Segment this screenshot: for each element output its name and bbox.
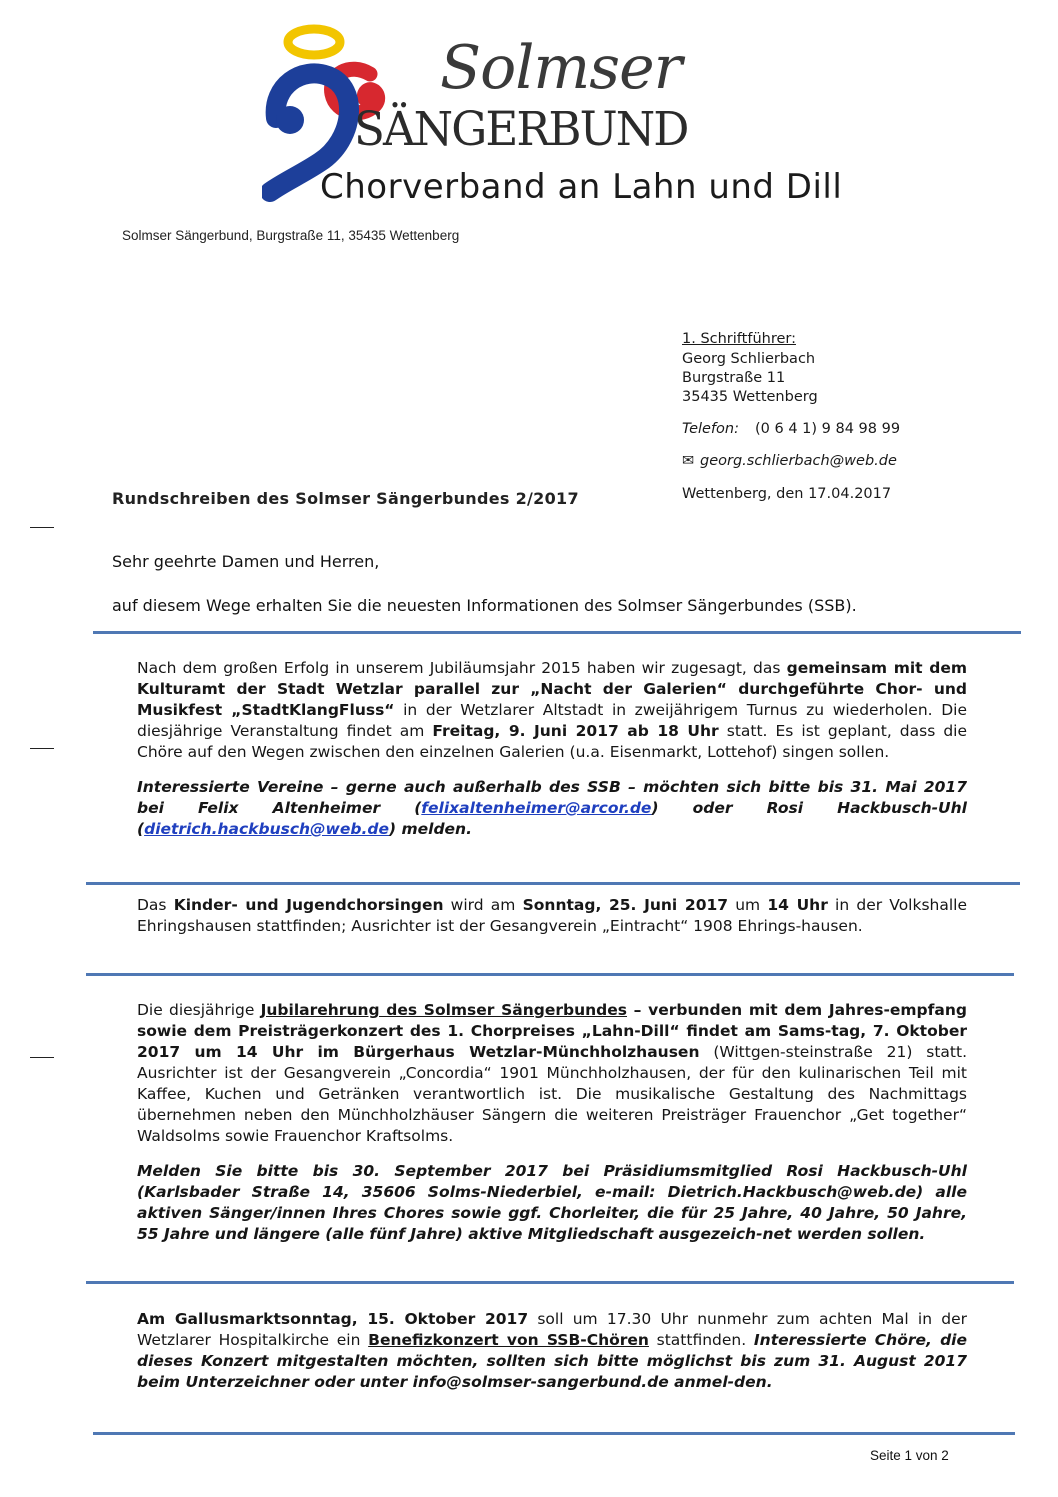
text-run: Nach dem großen Erfolg in unserem Jubiläumsjahr 2015 haben wir zugesagt, das: [137, 659, 787, 677]
text-run: Die diesjährige: [137, 1001, 261, 1019]
text-run: Interessierte Vereine – gerne auch außerhalb des SSB – möchten sich bitte bis 31. Mai 2017 bei Felix Altenheimer (: [137, 778, 967, 817]
section-paragraph: Melden Sie bitte bis 30. September 2017 bei Präsidiumsmitglied Rosi Hackbusch-Uhl (Karlsbader Straße 14, 35606 Solms-Niederbiel, e-mail: Dietrich.Hackbusch@web.de) alle aktiven Sänger/innen Ihres Chores sowie ggf. Chorleiter, die für 25 Jahre, 40 Jahre, 50 Jahre, 55 Jahre und längere (alle fünf Jahre) aktive Mitgliedschaft ausgezeich-net werden sollen.: [137, 1162, 967, 1243]
event-date: Freitag, 9. Juni 2017 ab 18 Uhr: [432, 722, 719, 740]
section-paragraph: [137, 1309, 967, 1393]
return-address: Solmser Sängerbund, Burgstraße 11, 35435 Wettenberg: [122, 228, 460, 243]
section-divider: [86, 1281, 1014, 1284]
section-paragraph: [137, 1000, 967, 1147]
page-number: Seite 1 von 2: [870, 1448, 949, 1463]
event-time: 14 Uhr: [767, 896, 828, 914]
sender-email: georg.schlierbach@web.de: [700, 453, 897, 469]
intro-text: auf diesem Wege erhalten Sie die neuesten Informationen des Solmser Sängerbundes (SSB).: [112, 596, 857, 615]
fold-mark: [30, 1057, 54, 1058]
section-jubilarehrung: [137, 1000, 967, 1245]
section-benefizkonzert: [137, 1309, 967, 1393]
text-run: soll um 17.30 Uhr nunmehr zum achten Mal in der Wetzlarer Hospitalkirche ein: [137, 1310, 967, 1349]
section-kinderchorsingen: [137, 895, 967, 937]
text-run: (Wittgen-steinstraße 21) statt. Ausrichter ist der Gesangverein „Concordia“ 1901 Münchholzhausen, der für den kulinarischen Teil mit Kaffee, Kuchen und Getränken verantwortlich ist. Die musikalische Gestaltung des Nachmittags übernehmen neben den Münchholzhäuser Sängern die weiteren Preisträger Frauenchor „Get together“ Waldsolms sowie Frauenchor Kraftsolms.: [137, 1043, 967, 1145]
sender-city: 35435 Wettenberg: [682, 389, 818, 405]
sender-street: Burgstraße 11: [682, 370, 786, 386]
email-link[interactable]: dietrich.hackbusch@web.de: [144, 820, 389, 838]
sender-email-line: [682, 452, 897, 472]
text-run: statt. Es ist geplant, dass die Chöre auf den Wegen zwischen den einzelnen Galerien (u.a. Eisenmarkt, Lottehof) singen sollen.: [137, 722, 968, 761]
logo-tagline: Chorverband an Lahn und Dill: [320, 167, 843, 207]
text-run: in der Wetzlarer Altstadt in zweijährigem Turnus zu wiederholen. Die diesjährige Veranstaltung findet am: [137, 701, 967, 740]
text-run-bold: gemeinsam mit dem Kulturamt der Stadt Wetzlar parallel zur „Nacht der Galerien“ durchgeführte Chor- und Musikfest „StadtKlangFluss“: [137, 659, 967, 719]
letter-date: Wettenberg, den 17.04.2017: [682, 486, 892, 502]
text-run-bold: – verbunden mit dem Jahres-empfang sowie dem Preisträgerkonzert des 1. Chorpreises „Lahn-Dill“ findet am Sams-tag, 7. Oktober 2017 um 14 Uhr im Bürgerhaus Wetzlar-Münchholzhausen: [137, 1001, 967, 1061]
text-run-bold: Kinder- und Jugendchorsingen: [173, 896, 444, 914]
text-run: um: [728, 896, 768, 914]
text-run-bold-underlined: Jubilarehrung des Solmser Sängerbundes: [260, 1001, 628, 1019]
section-paragraph: [137, 777, 967, 840]
section-divider: [86, 973, 1014, 976]
text-run: ) oder Rosi Hackbusch-Uhl (: [137, 799, 967, 838]
logo-blue-dot: [276, 106, 304, 134]
section-paragraph: [137, 895, 967, 937]
logo-yellow-ring: [288, 29, 340, 55]
logo-brand-line2: SÄNGERBUND: [354, 102, 688, 157]
fold-mark: [30, 527, 54, 528]
text-run: in der Volkshalle Ehringshausen stattfinden; Ausrichter ist der Gesangverein „Eintracht“ 1908 Ehrings-hausen.: [137, 896, 968, 935]
salutation: Sehr geehrte Damen und Herren,: [112, 552, 380, 571]
phone-label: Telefon:: [682, 421, 739, 437]
text-run-bold: Am Gallusmarktsonntag, 15. Oktober 2017: [137, 1310, 529, 1328]
logo-brand-line1: Solmser: [440, 33, 682, 103]
text-run-bold-underlined: Benefizkonzert von SSB-Chören: [368, 1331, 649, 1349]
phone-number: (0 6 4 1) 9 84 98 99: [755, 421, 901, 437]
section-divider: [86, 882, 1020, 885]
text-run: stattfinden.: [648, 1331, 754, 1349]
envelope-icon: ✉: [682, 453, 695, 469]
document-title: Rundschreiben des Solmser Sängerbundes 2/2017: [112, 489, 579, 508]
section-stadtklangfluss: [137, 658, 967, 840]
text-run-bold-italic: Interessierte Chöre, die dieses Konzert mitgestalten möchten, sollten sich bitte möglichst bis zum 31. August 2017 beim Unterzeichner oder unter info@solmser-sangerbund.de anmel-den.: [137, 1331, 967, 1391]
sender-name: Georg Schlierbach: [682, 351, 816, 367]
email-link[interactable]: felixaltenheimer@arcor.de: [421, 799, 652, 817]
section-divider: [93, 631, 1021, 634]
event-date: Sonntag, 25. Juni 2017: [522, 896, 729, 914]
text-run: ) melden.: [388, 820, 472, 838]
sender-phone-line: [682, 420, 900, 440]
section-paragraph: [137, 658, 967, 763]
text-run: Das: [137, 896, 174, 914]
fold-mark: [30, 748, 54, 749]
section-divider: [93, 1432, 1015, 1435]
text-run: wird am: [443, 896, 523, 914]
sender-role: 1. Schriftführer:: [682, 331, 796, 347]
